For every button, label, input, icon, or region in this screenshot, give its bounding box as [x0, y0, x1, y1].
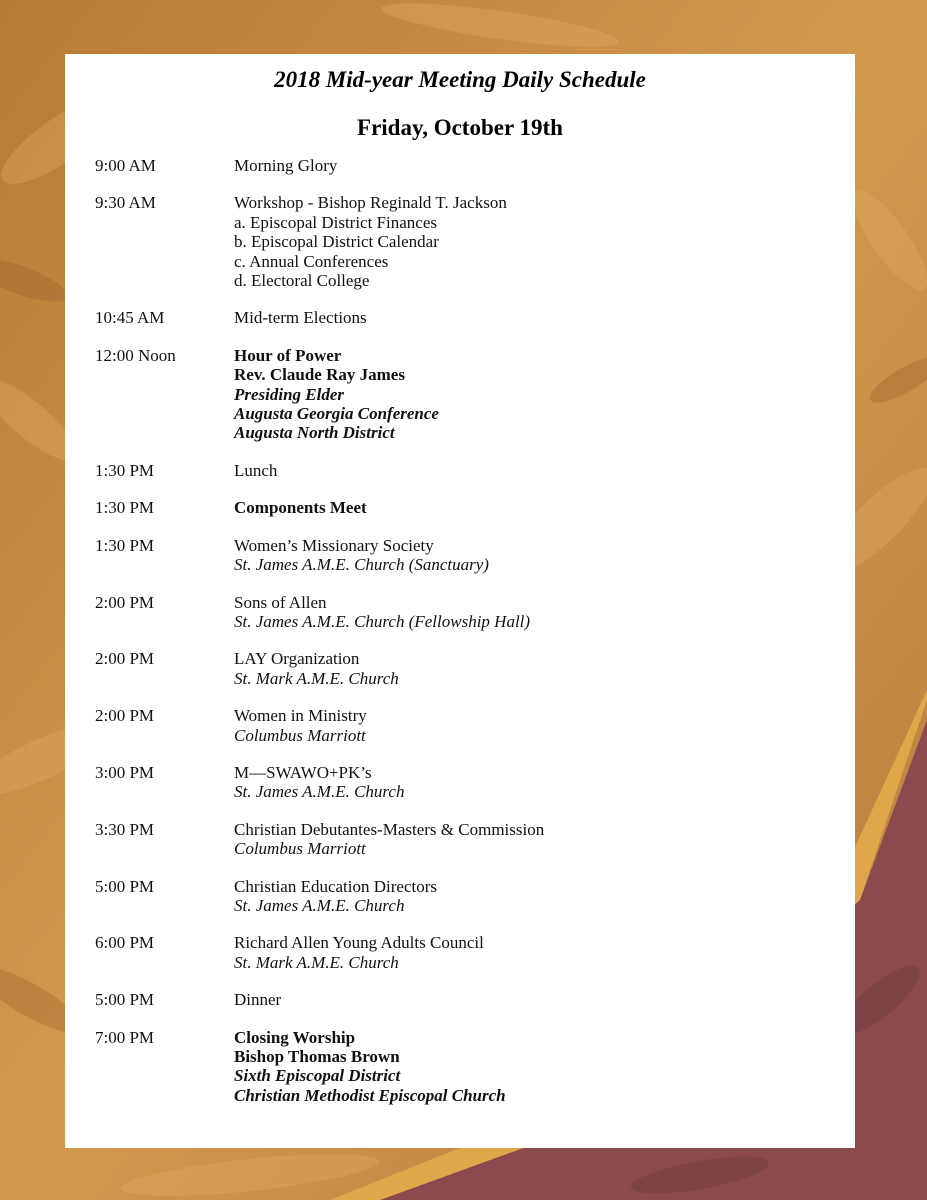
schedule-entry — [65, 593, 855, 632]
entry-line: a. Episcopal District Finances — [234, 212, 438, 232]
entry-line: St. James A.M.E. Church (Fellowship Hall) — [234, 611, 531, 631]
entry-line: Presiding Elder — [234, 384, 345, 404]
entry-details — [234, 308, 855, 327]
entry-details — [234, 498, 855, 517]
schedule-entry — [65, 461, 855, 480]
entry-time: 1:30 PM — [95, 535, 155, 555]
entry-line: Christian Education Directors — [234, 876, 438, 896]
entry-line: b. Episcopal District Calendar — [234, 232, 439, 252]
entry-time: 9:00 AM — [95, 156, 156, 175]
entry-time: 3:30 PM — [95, 819, 155, 839]
entry-line: Sixth Episcopal District — [234, 1066, 401, 1086]
entry-time: 9:30 AM — [95, 193, 156, 213]
entry-time: 7:00 PM — [95, 1027, 155, 1047]
schedule-entry — [65, 990, 855, 1009]
entry-line: Closing Worship — [234, 1027, 356, 1047]
entry-line: Augusta Georgia Conference — [234, 404, 439, 424]
entry-line: Mid-term Elections — [234, 308, 367, 328]
schedule-entry — [65, 706, 855, 745]
entry-time: 1:30 PM — [95, 460, 155, 480]
document-title: 2018 Mid-year Meeting Daily Schedule — [274, 67, 646, 92]
entry-details — [234, 820, 855, 859]
schedule-entry — [65, 763, 855, 802]
entry-details — [234, 193, 855, 290]
entry-line: Lunch — [234, 460, 278, 480]
schedule-entry — [65, 1028, 855, 1106]
entry-line: Hour of Power — [234, 345, 342, 365]
schedule-entry — [65, 193, 855, 290]
entry-details — [234, 593, 855, 632]
schedule-entry — [65, 820, 855, 859]
entry-time: 1:30 PM — [95, 498, 155, 518]
schedule-entry — [65, 933, 855, 972]
entry-details — [234, 461, 855, 480]
entry-details — [234, 763, 855, 802]
entry-time: 12:00 Noon — [95, 345, 176, 365]
entry-details — [234, 649, 855, 688]
entry-time: 5:00 PM — [95, 990, 155, 1010]
entry-time: 3:00 PM — [95, 762, 155, 782]
entry-line: Rev. Claude Ray James — [234, 365, 405, 385]
entry-line: Women in Ministry — [234, 706, 367, 726]
entry-time: 5:00 PM — [95, 876, 155, 896]
entry-line: Columbus Marriott — [234, 839, 366, 859]
entry-line: Workshop - Bishop Reginald T. Jackson — [234, 193, 507, 213]
entry-time: 2:00 PM — [95, 592, 155, 612]
entry-line: Women’s Missionary Society — [234, 535, 434, 555]
entry-line: Christian Debutantes-Masters & Commission — [234, 819, 545, 839]
entry-line: Bishop Thomas Brown — [234, 1047, 400, 1066]
entry-details — [234, 706, 855, 745]
entry-details — [234, 156, 855, 175]
entry-line: Dinner — [234, 990, 282, 1010]
schedule-entry — [65, 346, 855, 443]
entry-line: St. James A.M.E. Church — [234, 782, 405, 802]
schedule-entry — [65, 308, 855, 327]
entry-line: Christian Methodist Episcopal Church — [234, 1085, 506, 1105]
entry-details — [234, 877, 855, 916]
schedule-sheet — [65, 54, 855, 1148]
entry-line: d. Electoral College — [234, 271, 370, 291]
day-heading: Friday, October 19th — [357, 115, 563, 140]
entry-details — [234, 536, 855, 575]
entry-line: St. Mark A.M.E. Church — [234, 668, 399, 688]
entry-line: c. Annual Conferences — [234, 251, 389, 271]
entry-time: 10:45 AM — [95, 308, 165, 328]
entry-line: Components Meet — [234, 498, 367, 518]
entry-line: LAY Organization — [234, 649, 360, 669]
entry-line: St. James A.M.E. Church (Sanctuary) — [234, 555, 489, 575]
entry-line: Augusta North District — [234, 423, 395, 443]
entry-time: 6:00 PM — [95, 933, 155, 953]
schedule-list — [65, 156, 855, 1105]
schedule-entry — [65, 536, 855, 575]
schedule-entry — [65, 877, 855, 916]
entry-line: Sons of Allen — [234, 592, 327, 612]
entry-details — [234, 933, 855, 972]
entry-line: Columbus Marriott — [234, 725, 366, 745]
schedule-entry — [65, 649, 855, 688]
schedule-entry — [65, 156, 855, 175]
entry-time: 2:00 PM — [95, 706, 155, 726]
entry-details — [234, 990, 855, 1009]
entry-details — [234, 346, 855, 443]
entry-line: Richard Allen Young Adults Council — [234, 933, 484, 953]
schedule-entry — [65, 498, 855, 517]
entry-line: St. James A.M.E. Church — [234, 895, 405, 915]
entry-time: 2:00 PM — [95, 649, 155, 669]
entry-details — [234, 1028, 855, 1106]
entry-line: St. Mark A.M.E. Church — [234, 952, 399, 972]
entry-line: M—SWAWO+PK’s — [234, 762, 372, 782]
entry-line: Morning Glory — [234, 156, 338, 175]
